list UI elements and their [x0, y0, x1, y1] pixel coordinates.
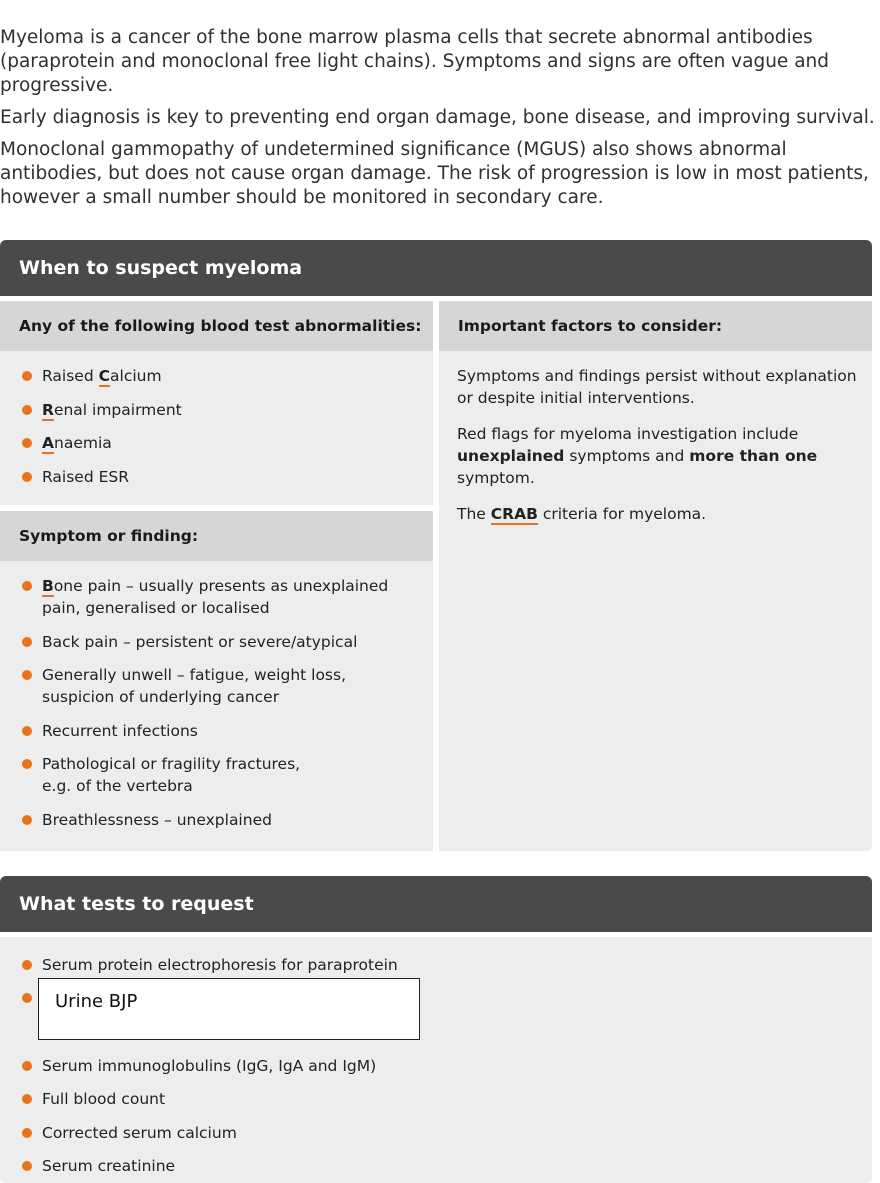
list-item: Anaemia — [0, 432, 433, 454]
factors-paragraph: The CRAB criteria for myeloma. — [457, 505, 707, 523]
list-item: Serum immunoglobulins (IgG, IgA and IgM) — [0, 1055, 860, 1077]
list-item: Generally unwell – fatigue, weight loss, suspicion of underlying cancer — [0, 664, 420, 708]
list-item: Corrected serum calcium — [0, 1122, 860, 1144]
blood-list — [0, 365, 433, 488]
suspect-title: When to suspect myeloma — [19, 257, 303, 279]
intro-text — [0, 26, 875, 218]
factors-text — [457, 365, 857, 539]
symptom-heading: Symptom or finding: — [0, 511, 433, 561]
list-item: Breathlessness – unexplained — [0, 809, 420, 831]
list-item: Back pain – persistent or severe/atypical — [0, 631, 420, 653]
crab-keyword: CRAB — [490, 505, 538, 523]
intro-paragraph: Myeloma is a cancer of the bone marrow plasma cells that secrete abnormal antibodies (paraprotein and monoclonal free light chains). Symptoms and signs are often vague and progressive. — [0, 27, 830, 96]
list-item: Recurrent infections — [0, 720, 420, 742]
list-item: Serum creatinine — [0, 1155, 860, 1177]
list-item: Serum protein electrophoresis for paraprotein — [0, 954, 860, 976]
list-item: Raised ESR — [0, 466, 433, 488]
blood-heading: Any of the following blood test abnormalities: — [0, 301, 433, 351]
tests-panel-header — [0, 876, 872, 932]
symptom-list — [0, 575, 420, 831]
suspect-panel-header — [0, 240, 872, 296]
list-item: Bone pain – usually presents as unexplained pain, generalised or localised — [0, 575, 420, 619]
factors-paragraph: Symptoms and findings persist without explanation or despite initial interventions. — [457, 367, 857, 407]
handwritten-entry: Urine BJP — [55, 991, 138, 1012]
list-item: Raised Calcium — [0, 365, 433, 387]
intro-paragraph: Monoclonal gammopathy of undetermined significance (MGUS) also shows abnormal antibodies, but does not cause organ damage. The risk of progression is low in most patients, however a small number should be monitored in secondary care. — [0, 139, 869, 208]
list-item: Renal impairment — [0, 399, 433, 421]
tests-title: What tests to request — [19, 893, 254, 915]
list-item: Full blood count — [0, 1088, 860, 1110]
factors-paragraph: Red flags for myeloma investigation include unexplained symptoms and more than one symptom. — [457, 425, 818, 487]
list-item: Pathological or fragility fractures, e.g. of the vertebra — [0, 753, 420, 797]
factors-heading: Important factors to consider: — [439, 301, 872, 351]
handwritten-entry-box — [38, 978, 420, 1040]
intro-paragraph: Early diagnosis is key to preventing end organ damage, bone disease, and improving survival. — [0, 107, 875, 128]
